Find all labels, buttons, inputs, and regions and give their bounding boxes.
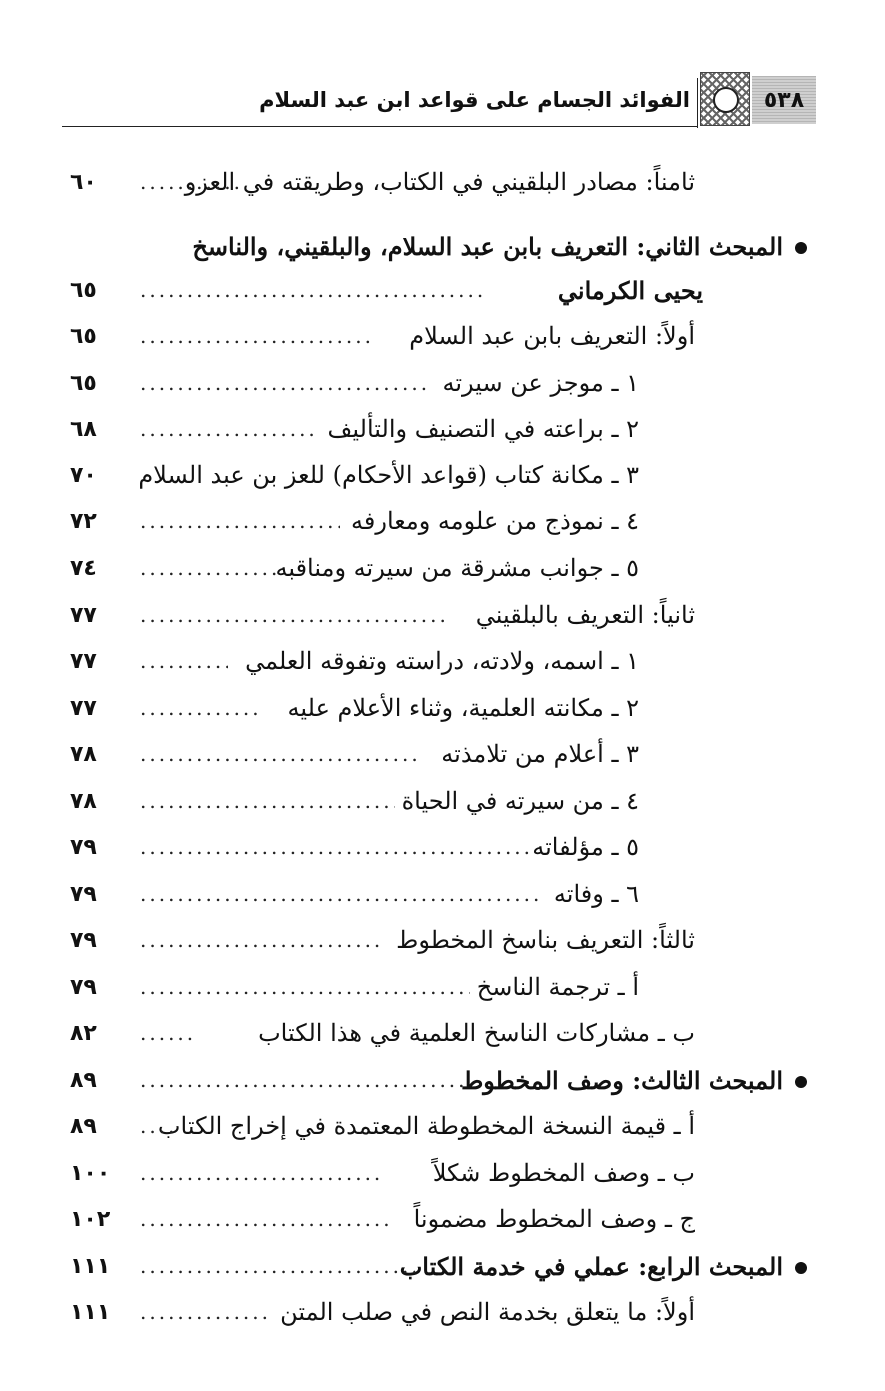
toc-entry-page: ٦٠ — [70, 170, 97, 195]
header-divider-vertical — [697, 78, 698, 128]
toc-entry-page: ٦٨ — [70, 417, 97, 442]
toc-entry-page: ١٠٢ — [70, 1207, 111, 1232]
leader-dots — [140, 371, 430, 401]
toc-entry-label: ٣ ـ أعلام من تلامذته — [441, 740, 639, 768]
toc-entry-label: ٤ ـ من سيرته في الحياة — [401, 787, 639, 815]
toc-entry-page: ١٠٠ — [70, 1161, 111, 1186]
toc-entry — [0, 597, 885, 641]
toc-entry — [0, 1155, 885, 1199]
toc-entry — [0, 365, 885, 409]
toc-entry — [0, 550, 885, 594]
leader-dots — [140, 882, 540, 912]
toc-entry-page: ٧٨ — [70, 789, 97, 814]
toc-entry-label: ٢ ـ براعته في التصنيف والتأليف — [327, 415, 639, 443]
toc-entry — [0, 690, 885, 734]
toc-entry-page: ٨٩ — [70, 1068, 97, 1093]
page-number-box — [752, 76, 816, 124]
leader-dots — [140, 417, 315, 447]
toc-entry-page: ٨٩ — [70, 1114, 97, 1139]
toc-section-heading — [0, 1062, 885, 1106]
toc-entry — [0, 1294, 885, 1338]
leader-dots — [140, 556, 282, 586]
toc-entry-label: ٥ ـ جوانب مشرقة من سيرته ومناقبه — [275, 554, 639, 582]
leader-dots — [140, 928, 380, 958]
toc-entry — [0, 503, 885, 547]
leader-dots — [140, 324, 372, 354]
toc-entry-page: ٨٢ — [70, 1021, 97, 1046]
toc-entry — [0, 969, 885, 1013]
toc-entry — [0, 318, 885, 362]
toc-entry-page: ٧٢ — [70, 509, 97, 534]
bullet-icon — [795, 242, 807, 254]
toc-entry-page: ٧٠ — [70, 463, 97, 488]
toc-entry-label: ج ـ وصف المخطوط مضموناً — [413, 1205, 695, 1233]
toc-entry-label: ب ـ وصف المخطوط شكلاً — [432, 1159, 695, 1187]
toc-entry — [0, 922, 885, 966]
leader-dots — [140, 509, 340, 539]
leader-dots — [140, 603, 450, 633]
toc-section-heading — [0, 228, 885, 272]
toc-entry-label: المبحث الثاني: التعريف بابن عبد السلام، والبلقيني، والناسخ — [192, 232, 783, 261]
toc-entry-label: ثانياً: التعريف بالبلقيني — [475, 601, 695, 629]
toc-entry-label: ١ ـ موجز عن سيرته — [442, 369, 639, 397]
toc-entry-label: أ ـ قيمة النسخة المخطوطة المعتمدة في إخراج الكتاب — [157, 1112, 695, 1140]
toc-entry-label: ٢ ـ مكانته العلمية، وثناء الأعلام عليه — [287, 694, 639, 722]
toc-entry-page: ٧٧ — [70, 603, 97, 628]
toc-entry-label: ٤ ـ نموذج من علومه ومعارفه — [351, 507, 639, 535]
bullet-icon — [795, 1262, 807, 1274]
leader-dots — [140, 1021, 198, 1051]
toc-section-heading — [0, 1248, 885, 1292]
running-title: الفوائد الجسام على قواعد ابن عبد السلام — [259, 88, 690, 112]
toc-entry-page: ١١١ — [70, 1300, 111, 1325]
toc-entry-label: ٥ ـ مؤلفاته — [532, 833, 639, 861]
toc-entry-page: ٧٩ — [70, 835, 97, 860]
toc-entry-label: ٦ ـ وفاته — [553, 880, 639, 908]
ornament-icon — [700, 72, 750, 126]
leader-dots — [140, 696, 260, 726]
leader-dots — [140, 649, 228, 679]
toc-entry-label: أولاً: التعريف بابن عبد السلام — [409, 322, 695, 350]
toc-entry-page: ٧٨ — [70, 742, 97, 767]
toc-entry — [0, 736, 885, 780]
leader-dots — [140, 1300, 268, 1330]
leader-dots — [140, 1068, 468, 1098]
toc-entry — [0, 411, 885, 455]
toc-entry-label: يحيى الكرماني — [557, 276, 703, 305]
toc-entry-label: المبحث الثالث: وصف المخطوط — [461, 1066, 783, 1095]
leader-dots — [140, 789, 395, 819]
leader-dots — [140, 1254, 415, 1284]
toc-entry-page: ٧٧ — [70, 696, 97, 721]
toc-entry-label: أولاً: ما يتعلق بخدمة النص في صلب المتن — [280, 1298, 695, 1326]
toc-entry — [0, 783, 885, 827]
toc-entry-label: ثالثاً: التعريف بناسخ المخطوط — [396, 926, 695, 954]
leader-dots — [140, 975, 470, 1005]
toc-entry-page: ٦٥ — [70, 371, 97, 396]
leader-dots — [140, 1207, 388, 1237]
toc-entry — [0, 272, 885, 316]
leader-dots — [140, 1161, 385, 1191]
leader-dots — [140, 1114, 174, 1144]
leader-dots — [140, 742, 420, 772]
toc-entry — [0, 1201, 885, 1245]
page-number: ٥٣٨ — [763, 87, 805, 113]
leader-dots — [140, 835, 530, 865]
toc-entry — [0, 876, 885, 920]
toc-entry-label: أ ـ ترجمة الناسخ — [476, 973, 639, 1001]
toc-entry-label: ب ـ مشاركات الناسخ العلمية في هذا الكتاب — [258, 1019, 695, 1047]
toc-entry — [0, 1108, 885, 1152]
toc-entry-page: ٦٥ — [70, 278, 97, 303]
toc-entry-label: ثامناً: مصادر البلقيني في الكتاب، وطريقته في العزو — [184, 168, 695, 196]
toc-entry-page: ٧٩ — [70, 928, 97, 953]
leader-dots — [140, 170, 240, 200]
toc-entry-label: المبحث الرابع: عملي في خدمة الكتاب — [399, 1252, 783, 1281]
toc-entry-page: ٧٤ — [70, 556, 97, 581]
toc-entry-page: ٧٩ — [70, 882, 97, 907]
toc-entry — [0, 164, 885, 208]
toc-entry-label: ٣ ـ مكانة كتاب (قواعد الأحكام) للعز بن عبد السلام — [138, 461, 639, 489]
toc-entry — [0, 643, 885, 687]
toc-entry — [0, 457, 885, 501]
toc-entry-label: ١ ـ اسمه، ولادته، دراسته وتفوقه العلمي — [245, 647, 639, 675]
toc-entry — [0, 829, 885, 873]
toc-entry-page: ١١١ — [70, 1254, 111, 1279]
toc-entry-page: ٧٩ — [70, 975, 97, 1000]
toc-entry-page: ٧٧ — [70, 649, 97, 674]
bullet-icon — [795, 1076, 807, 1088]
toc-entry-page: ٦٥ — [70, 324, 97, 349]
header-rule — [62, 126, 698, 127]
toc-entry — [0, 1015, 885, 1059]
leader-dots — [140, 278, 488, 308]
